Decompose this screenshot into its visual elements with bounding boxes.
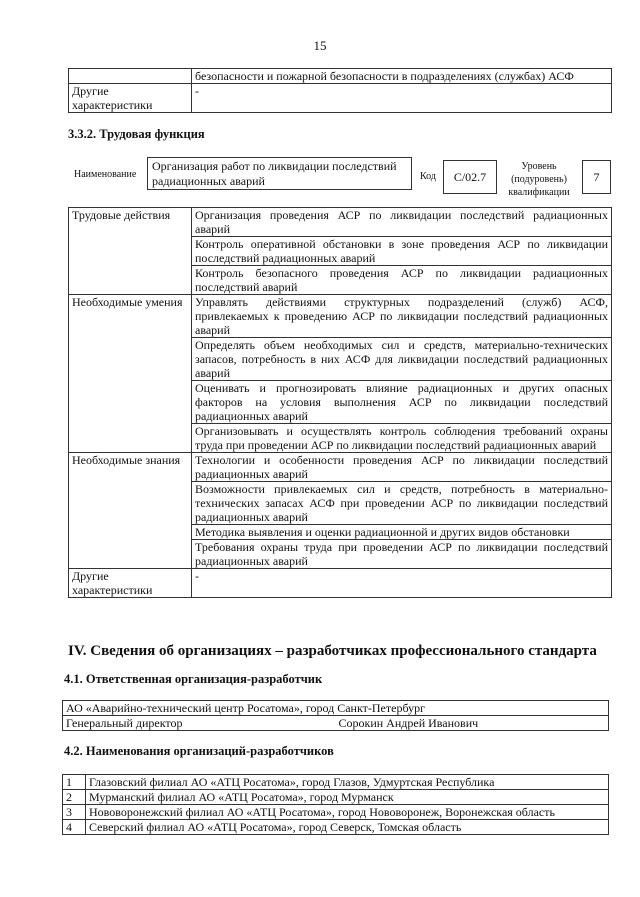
row-item: Организовывать и осуществлять контроль соблюдения требований охраны труда при проведении АСР по ликвидации последствий радиационных аварий bbox=[192, 424, 612, 453]
row-label: Необходимые знания bbox=[69, 453, 192, 569]
labor-function-table bbox=[68, 207, 612, 598]
row-label: Трудовые действия bbox=[69, 208, 192, 295]
row-number: 2 bbox=[63, 790, 86, 805]
section-iv-heading: IV. Сведения об организациях – разработчиках профессионального стандарта bbox=[68, 643, 597, 659]
row-item: Контроль оперативной обстановки в зоне проведения АСР по ликвидации последствий радиационных аварий bbox=[192, 237, 612, 266]
continued-text: безопасности и пожарной безопасности в подразделениях (службах) АСФ bbox=[192, 69, 612, 84]
developer-org: Нововоронежский филиал АО «АТЦ Росатома», город Нововоронеж, Воронежская область bbox=[86, 805, 609, 820]
developers-table bbox=[62, 774, 609, 835]
function-name: Организация работ по ликвидации последствий радиационных аварий bbox=[147, 157, 412, 190]
top-table bbox=[68, 68, 612, 113]
row-item: - bbox=[192, 569, 612, 598]
responsible-org-table bbox=[62, 700, 609, 731]
row-item: Определять объем необходимых сил и средств, материально-технических запасов, потребность в них АСФ для ликвидации последствий радиационных аварий bbox=[192, 338, 612, 381]
row-label: Другие характеристики bbox=[69, 569, 192, 598]
section-heading-332: 3.3.2. Трудовая функция bbox=[68, 127, 205, 141]
section-heading-42: 4.2. Наименования организаций-разработчиков bbox=[64, 744, 334, 758]
table-row bbox=[69, 453, 612, 482]
row-item: Контроль безопасного проведения АСР по ликвидации радиационных последствий аварий bbox=[192, 266, 612, 295]
code-label: Код bbox=[420, 171, 436, 182]
list-item bbox=[63, 805, 609, 820]
name-label: Наименование bbox=[74, 169, 137, 180]
other-label: Другие характеристики bbox=[69, 84, 192, 113]
row-item: Организация проведения АСР по ликвидации последствий радиационных аварий bbox=[192, 208, 612, 237]
developer-org: Мурманский филиал АО «АТЦ Росатома», город Мурманск bbox=[86, 790, 609, 805]
other-value: - bbox=[192, 84, 612, 113]
list-item bbox=[63, 820, 609, 835]
row-item: Требования охраны труда при проведении АСР по ликвидации последствий радиационных аварий bbox=[192, 540, 612, 569]
code-value: C/02.7 bbox=[443, 160, 497, 194]
page-number: 15 bbox=[313, 38, 327, 53]
row-number: 3 bbox=[63, 805, 86, 820]
section-heading-41: 4.1. Ответственная организация-разработчик bbox=[64, 672, 323, 686]
director-role: Генеральный директор bbox=[63, 716, 336, 731]
responsible-org: АО «Аварийно-технический центр Росатома», город Санкт-Петербург bbox=[63, 701, 609, 716]
developer-org: Глазовский филиал АО «АТЦ Росатома», город Глазов, Удмуртская Республика bbox=[86, 775, 609, 790]
list-item bbox=[63, 775, 609, 790]
table-row bbox=[69, 295, 612, 338]
developer-org: Северский филиал АО «АТЦ Росатома», город Северск, Томская область bbox=[86, 820, 609, 835]
row-item: Возможности привлекаемых сил и средств, потребность в материально-технических запасах АСФ при проведении АСР по ликвидации последствий радиационных аварий bbox=[192, 482, 612, 525]
row-item: Методика выявления и оценки радиационной и других видов обстановки bbox=[192, 525, 612, 540]
list-item bbox=[63, 790, 609, 805]
row-item: Технологии и особенности проведения АСР по ликвидации последствий радиационных аварий bbox=[192, 453, 612, 482]
row-item: Оценивать и прогнозировать влияние радиационных и других опасных факторов на условия выполнения АСР по ликвидации последствий радиационных аварий bbox=[192, 381, 612, 424]
row-item: Управлять действиями структурных подразделений (служб) АСФ, привлекаемых к проведению АСР по ликвидации последствий радиационных аварий bbox=[192, 295, 612, 338]
table-row bbox=[69, 569, 612, 598]
row-number: 4 bbox=[63, 820, 86, 835]
row-label: Необходимые умения bbox=[69, 295, 192, 453]
level-value: 7 bbox=[582, 160, 611, 194]
level-label: Уровень (подуровень) квалификации bbox=[508, 161, 570, 198]
director-name: Сорокин Андрей Иванович bbox=[336, 716, 609, 731]
row-number: 1 bbox=[63, 775, 86, 790]
table-row bbox=[69, 208, 612, 237]
